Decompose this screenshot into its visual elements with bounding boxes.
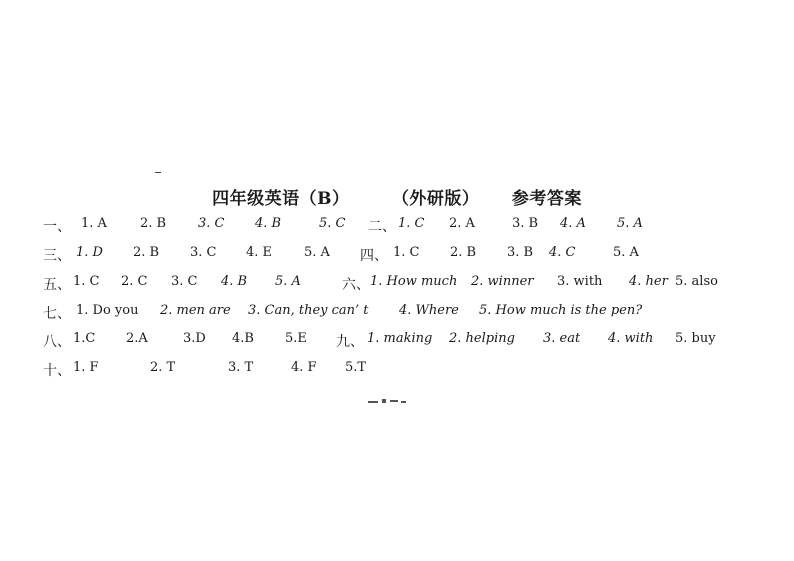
section-label-5: 五、 [43, 277, 71, 293]
answer-item: 1.C [73, 331, 96, 346]
page-title [0, 184, 794, 209]
section-label-10: 十、 [43, 363, 71, 379]
answer-item: 3. C [171, 274, 198, 289]
answer-item: 3. B [512, 216, 539, 231]
scan-smudge [368, 398, 408, 404]
answer-item: 5. How much is the pen? [479, 303, 643, 318]
answer-item: 1. A [81, 216, 107, 231]
answer-item: 2. helping [449, 331, 515, 346]
section-label-6: 六、 [342, 277, 370, 293]
answer-item: 4. B [255, 216, 282, 231]
answer-item: 2. T [150, 360, 176, 375]
answer-item: 1. D [76, 245, 103, 260]
answer-item: 3. T [228, 360, 254, 375]
answer-item: 3. C [190, 245, 217, 260]
section-label-9: 九、 [336, 334, 364, 350]
answer-item: 5.T [345, 360, 367, 375]
answer-item: 2. B [140, 216, 167, 231]
section-label-1: 一、 [43, 219, 71, 235]
answer-item: 3. with [557, 274, 603, 289]
answer-item: 4. B [221, 274, 248, 289]
answer-item: 2. C [121, 274, 148, 289]
answer-item: 1. C [73, 274, 100, 289]
answer-item: 2. B [450, 245, 477, 260]
title-main: 四年级英语（B） [212, 189, 350, 209]
answer-item: 3. B [507, 245, 534, 260]
answer-item: 3.D [183, 331, 206, 346]
answer-item: 2.A [126, 331, 148, 346]
answer-item: 1. F [73, 360, 99, 375]
answer-item: 4.B [232, 331, 254, 346]
answer-item: 5. A [617, 216, 643, 231]
section-label-3: 三、 [43, 248, 71, 264]
title-answers: 参考答案 [511, 189, 582, 209]
answer-item: 1. How much [370, 274, 458, 289]
answer-item: 5. A [275, 274, 301, 289]
answer-item: 2. winner [471, 274, 534, 289]
answer-item: 4. C [549, 245, 576, 260]
answer-item: 3. Can, they can’ t [248, 303, 369, 318]
answer-item: 3. C [198, 216, 225, 231]
scan-mark [155, 172, 161, 173]
answer-item: 4. her [629, 274, 668, 289]
answer-item: 2. A [449, 216, 475, 231]
section-label-4: 四、 [360, 248, 388, 264]
answer-item: 4. with [608, 331, 654, 346]
answer-item: 5. A [304, 245, 330, 260]
answer-item: 3. eat [543, 331, 581, 346]
section-label-2: 二、 [368, 219, 396, 235]
answer-item: 5. C [319, 216, 346, 231]
section-label-8: 八、 [43, 334, 71, 350]
title-edition: （外研版） [391, 189, 480, 209]
answer-item: 5. also [675, 274, 718, 289]
answer-item: 1. Do you [76, 303, 139, 318]
answer-item: 5.E [285, 331, 307, 346]
answer-item: 2. B [133, 245, 160, 260]
answer-item: 4. F [291, 360, 317, 375]
answer-item: 4. E [246, 245, 273, 260]
section-label-7: 七、 [43, 306, 71, 322]
answer-item: 1. making [367, 331, 433, 346]
answer-item: 5. A [613, 245, 639, 260]
answer-item: 4. A [560, 216, 586, 231]
answer-item: 4. Where [399, 303, 459, 318]
answer-item: 1. C [393, 245, 420, 260]
answer-item: 2. men are [160, 303, 231, 318]
answer-item: 5. buy [675, 331, 716, 346]
answer-item: 1. C [398, 216, 425, 231]
